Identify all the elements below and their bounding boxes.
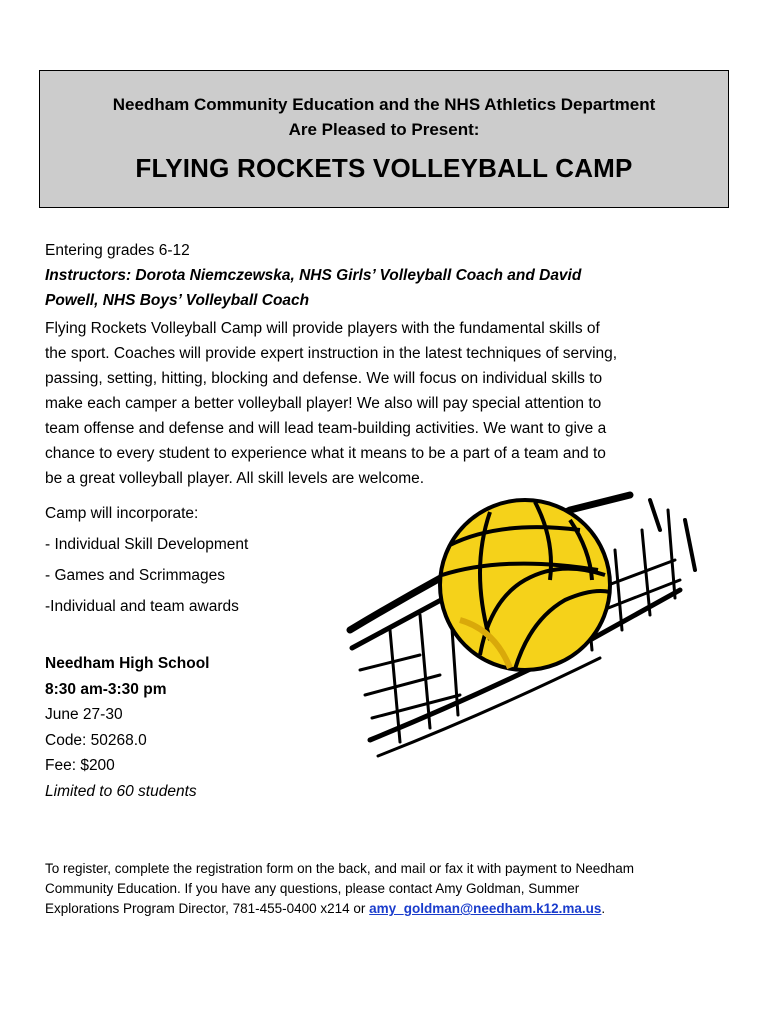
location-text: Needham High School bbox=[45, 655, 210, 672]
list-item: -Individual and team awards bbox=[45, 598, 239, 615]
limit-text: Limited to 60 students bbox=[45, 782, 197, 800]
register-line-3 bbox=[45, 899, 735, 919]
description-line: passing, setting, hitting, blocking and defense. We will focus on individual skills to bbox=[45, 370, 603, 387]
description-line: the sport. Coaches will provide expert instruction in the latest techniques of serving, bbox=[45, 345, 618, 362]
description-line: make each camper a better volleyball player! We also will pay special attention to bbox=[45, 395, 602, 412]
header-presenter: Needham Community Education and the NHS Athletics Department bbox=[112, 95, 656, 114]
description-line: be a great volleyball player. All skill levels are welcome. bbox=[45, 470, 425, 487]
description-paragraph bbox=[45, 316, 735, 491]
description-line: chance to every student to experience what it means to be a part of a team and to bbox=[45, 445, 606, 462]
list-item: - Individual Skill Development bbox=[45, 536, 249, 553]
header-box bbox=[39, 70, 729, 208]
instructors-line-2: Powell, NHS Boys’ Volleyball Coach bbox=[45, 292, 310, 309]
registration-note bbox=[45, 859, 735, 919]
register-line-3-text: Explorations Program Director, 781-455-0400 x214 or bbox=[45, 901, 370, 916]
code-text: Code: 50268.0 bbox=[45, 731, 147, 749]
volleyball-icon bbox=[440, 500, 610, 670]
register-line-1: To register, complete the registration form on the back, and mail or fax it with payment to Needham bbox=[45, 861, 635, 876]
incorporate-heading: Camp will incorporate: bbox=[45, 505, 199, 522]
instructors-text bbox=[45, 263, 695, 313]
incorporate-list bbox=[45, 498, 248, 622]
volleyball-and-net-icon bbox=[330, 480, 710, 780]
list-item: - Games and Scrimmages bbox=[45, 567, 226, 584]
description-line: team offense and defense and will lead team-building activities. We want to give a bbox=[45, 420, 607, 437]
email-link[interactable]: amy_goldman@needham.k12.ma.us bbox=[369, 901, 602, 916]
time-text: 8:30 am-3:30 pm bbox=[45, 680, 167, 698]
grades-text: Entering grades 6-12 bbox=[45, 242, 190, 259]
dates-text: June 27-30 bbox=[45, 706, 123, 723]
camp-details bbox=[45, 651, 210, 804]
instructors-line-1: Instructors: Dorota Niemczewska, NHS Girls’ Volleyball Coach and David bbox=[45, 267, 582, 284]
register-period: . bbox=[601, 901, 606, 916]
description-line: Flying Rockets Volleyball Camp will provide players with the fundamental skills of bbox=[45, 320, 600, 337]
fee-text: Fee: $200 bbox=[45, 757, 115, 774]
header-subtitle: Are Pleased to Present: bbox=[288, 120, 480, 139]
register-line-2: Community Education. If you have any questions, please contact Amy Goldman, Summer bbox=[45, 881, 580, 896]
page-title: FLYING ROCKETS VOLLEYBALL CAMP bbox=[135, 153, 633, 183]
